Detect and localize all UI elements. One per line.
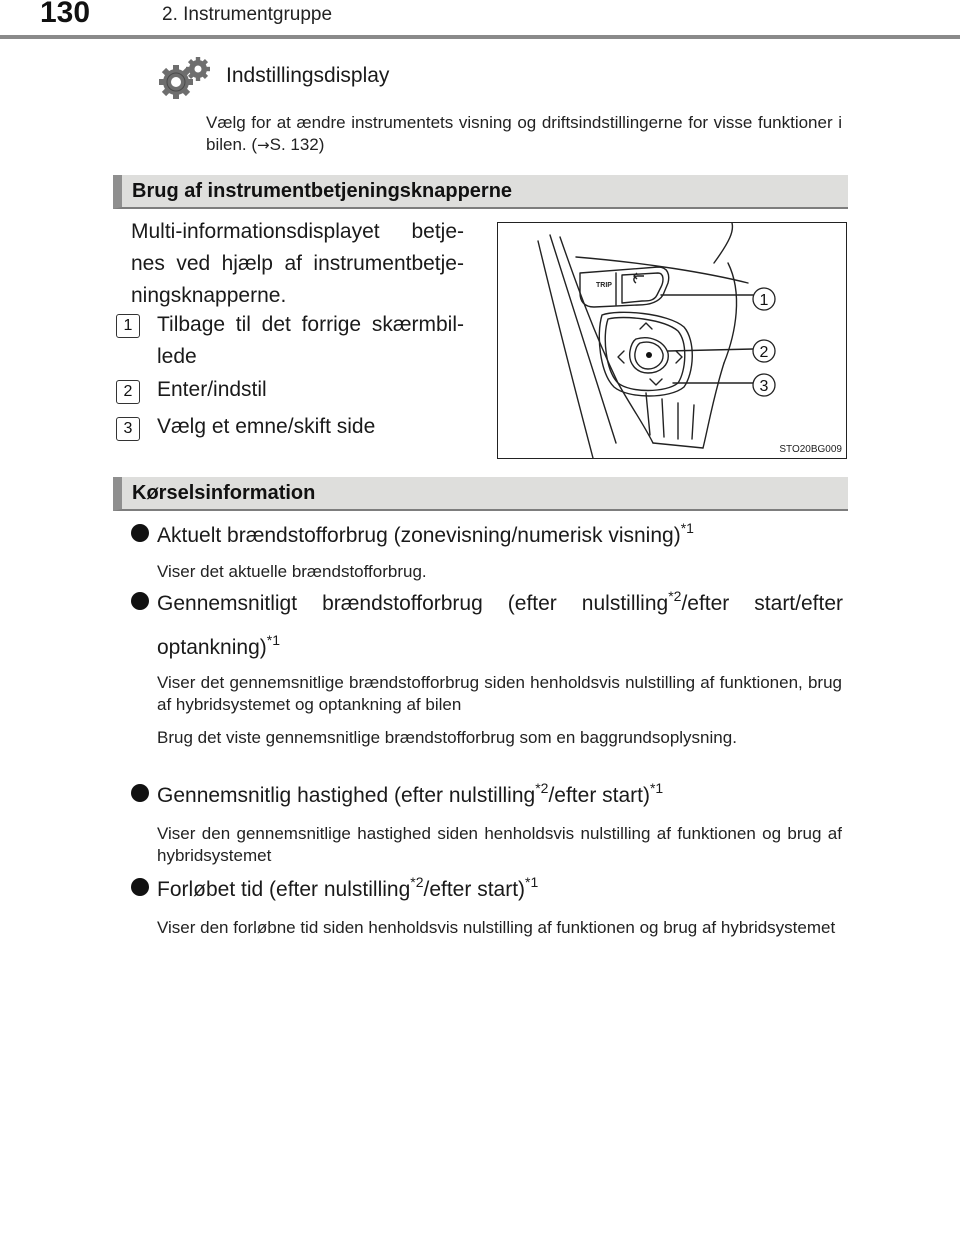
item-description: Enter/indstil	[157, 378, 267, 401]
bullet-dot-icon	[131, 878, 149, 896]
footnote-ref: *1	[266, 632, 280, 648]
arrow-right-icon: →	[257, 136, 270, 154]
page-reference[interactable]: S. 132)	[269, 135, 325, 154]
steering-switch-illustration	[497, 222, 847, 459]
section-title: Brug af instrumentbetjeningsknapperne	[132, 180, 513, 202]
callout-number: 3	[116, 417, 140, 441]
header-divider	[0, 35, 960, 39]
footnote-ref: *1	[525, 874, 539, 890]
callout-label: 3	[759, 378, 769, 395]
callout-label: 1	[759, 292, 769, 309]
trip-label: TRIP	[596, 282, 612, 289]
item-description: Vælg et emne/skift side	[157, 415, 376, 438]
steering-wheel-drawing	[498, 223, 846, 458]
bullet-dot-icon	[131, 784, 149, 802]
item-description: Tilbage til det forrige skærmbillede	[157, 313, 464, 368]
settings-display-description: Vælg for at ændre instrumentets visning og driftsindstillingerne for visse funktioner i bilen. (→S. 132)	[206, 113, 842, 154]
section-header-driving-info	[113, 477, 848, 511]
footnote-ref: *1	[649, 780, 664, 796]
figure-code: STO20BG009	[779, 444, 842, 455]
bullet-description: Viser det aktuelle brændstofforbrug.	[157, 562, 427, 581]
footnote-ref: *2	[410, 874, 424, 890]
bullet-description: Viser den gennemsnitlige hastighed siden henholdsvis nulstilling af funktionen og brug af hybridsystemet	[157, 824, 842, 865]
page-number: 130	[40, 0, 91, 29]
callout-number: 1	[116, 314, 140, 338]
operation-intro: Multi-informationsdisplayet betjenes ved hjælp af instrumentbetjeningsknapperne.	[131, 220, 464, 307]
callout-number: 2	[116, 380, 140, 404]
footnote-ref: *1	[680, 520, 694, 536]
callout-label: 2	[759, 344, 769, 361]
bullet-dot-icon	[131, 524, 149, 542]
chapter-title: 2. Instrumentgruppe	[162, 4, 333, 25]
settings-display-title: Indstillingsdisplay	[226, 64, 390, 87]
bullet-dot-icon	[131, 592, 149, 610]
bullet-title: Gennemsnitlig hastighed (efter nulstilling$^{*2}$/efter start)$^{*1}$	[157, 780, 664, 807]
section-title: Kørselsinformation	[132, 482, 316, 504]
bullet-title: Aktuelt brændstofforbrug (zonevisning/numerisk visning)$^{*1}$	[157, 520, 694, 547]
section-header-operation	[113, 175, 848, 209]
footnote-ref: *2	[668, 588, 682, 604]
gears-icon	[156, 52, 216, 104]
bullet-title: Gennemsnitligt brændstofforbrug (efter nulstilling$^{*2}$/efter start/efter optankning)$^{*1}$	[157, 588, 843, 659]
bullet-description: Viser det gennemsnitlige brændstofforbrug siden henholdsvis nulstilling af funktionen, brug af hybridsystemet og optankning af bilen	[157, 673, 842, 714]
bullet-title: Forløbet tid (efter nulstilling$^{*2}$/efter start)$^{*1}$	[157, 874, 539, 901]
bullet-description: Brug det viste gennemsnitlige brændstofforbrug som en baggrundsoplysning.	[157, 728, 737, 747]
footnote-ref: *2	[535, 780, 549, 796]
bullet-description: Viser den forløbne tid siden henholdsvis nulstilling af funktionen og brug af hybridsystemet	[157, 918, 836, 937]
